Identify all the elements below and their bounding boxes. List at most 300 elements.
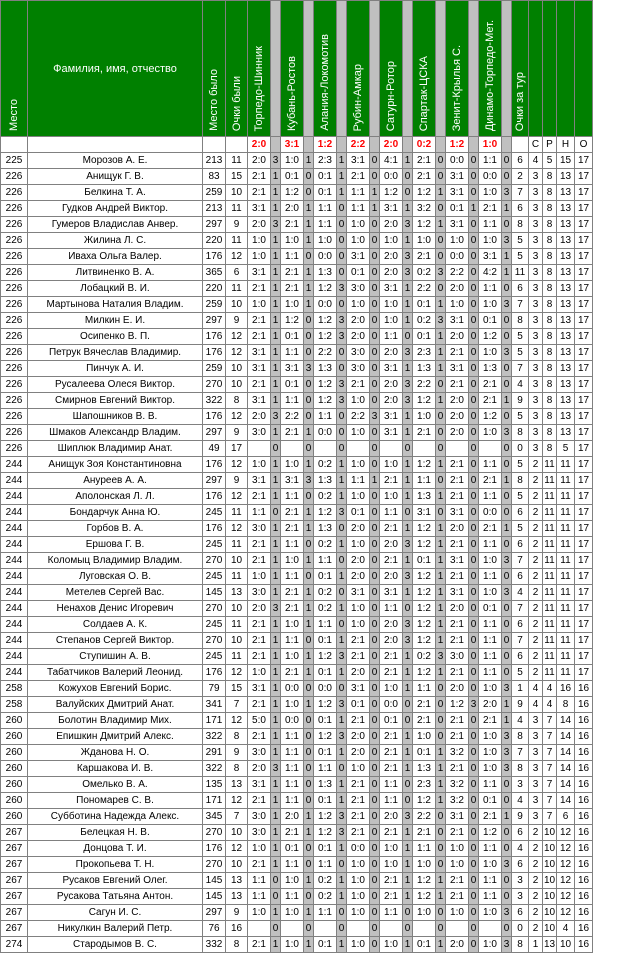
match-points-cell: 0 bbox=[469, 441, 479, 457]
tour-points-cell: 6 bbox=[512, 505, 529, 521]
match-result: 1:2 bbox=[446, 137, 469, 153]
match-points-cell: 1 bbox=[403, 873, 413, 889]
prediction-cell: 1:0 bbox=[248, 457, 271, 473]
stat-cell: 17 bbox=[575, 233, 593, 249]
match-points-cell: 1 bbox=[271, 617, 281, 633]
prev-place-cell: 145 bbox=[203, 585, 226, 601]
stat-cell: 16 bbox=[575, 793, 593, 809]
prediction-cell: 0:2 bbox=[314, 457, 337, 473]
prediction-cell: 2:0 bbox=[446, 409, 469, 425]
match-points-cell: 0 bbox=[337, 857, 347, 873]
prediction-cell: 3:0 bbox=[446, 649, 469, 665]
stat-cell: 13 bbox=[557, 265, 575, 281]
tour-points-cell: 2 bbox=[512, 169, 529, 185]
table-row bbox=[1, 329, 593, 345]
stat-cell: 11 bbox=[557, 505, 575, 521]
prediction-cell: 2:1 bbox=[446, 633, 469, 649]
stat-cell: 11 bbox=[557, 473, 575, 489]
stat-cell: 11 bbox=[557, 601, 575, 617]
match-points-cell: 1 bbox=[403, 489, 413, 505]
prediction-cell: 3:1 bbox=[380, 425, 403, 441]
prediction-cell: 2:0 bbox=[446, 937, 469, 953]
match-points-cell: 0 bbox=[469, 585, 479, 601]
stat-cell: 17 bbox=[575, 377, 593, 393]
stat-cell: 17 bbox=[575, 649, 593, 665]
prediction-cell: 2:1 bbox=[413, 713, 436, 729]
prediction-cell: 1:3 bbox=[413, 361, 436, 377]
prediction-cell: 2:1 bbox=[446, 617, 469, 633]
prediction-cell: 1:0 bbox=[347, 489, 370, 505]
match-points-cell: 1 bbox=[271, 169, 281, 185]
match-points-cell: 1 bbox=[436, 601, 446, 617]
stat-cell: 13 bbox=[557, 409, 575, 425]
prev-points-cell: 10 bbox=[226, 857, 248, 873]
match-points-cell: 1 bbox=[304, 265, 314, 281]
prediction-cell: 1:0 bbox=[248, 297, 271, 313]
prediction-cell: 1:2 bbox=[314, 825, 337, 841]
prev-place-cell: 245 bbox=[203, 537, 226, 553]
name-cell: Анищук Зоя Константиновна bbox=[28, 457, 203, 473]
table-row bbox=[1, 809, 593, 825]
place-cell: 244 bbox=[1, 489, 28, 505]
place-cell: 244 bbox=[1, 601, 28, 617]
table-row bbox=[1, 697, 593, 713]
tour-points-cell: 5 bbox=[512, 233, 529, 249]
table-row bbox=[1, 873, 593, 889]
match-points-cell: 0 bbox=[469, 841, 479, 857]
match-points-cell: 1 bbox=[304, 297, 314, 313]
prediction-cell: 1:0 bbox=[281, 233, 304, 249]
name-cell: Смирнов Евгений Виктор. bbox=[28, 393, 203, 409]
prediction-cell bbox=[281, 441, 304, 457]
prediction-cell: 2:1 bbox=[248, 377, 271, 393]
tour-points-cell: 3 bbox=[512, 889, 529, 905]
prediction-cell: 2:1 bbox=[413, 825, 436, 841]
stat-cell: 17 bbox=[575, 185, 593, 201]
prediction-cell: 1:0 bbox=[446, 841, 469, 857]
match-points-cell: 1 bbox=[304, 505, 314, 521]
match-points-cell: 3 bbox=[337, 649, 347, 665]
match-points-cell: 1 bbox=[502, 713, 512, 729]
prediction-cell: 1:1 bbox=[314, 905, 337, 921]
stat-cell: 17 bbox=[575, 345, 593, 361]
match-points-cell: 0 bbox=[469, 553, 479, 569]
stat-cell: 17 bbox=[575, 329, 593, 345]
name-cell: Жилина Л. С. bbox=[28, 233, 203, 249]
stat-cell: 3 bbox=[529, 169, 543, 185]
col-total: О bbox=[575, 137, 593, 153]
stat-cell: 10 bbox=[557, 937, 575, 953]
match-points-cell: 0 bbox=[469, 729, 479, 745]
match-points-cell: 1 bbox=[271, 313, 281, 329]
stat-cell: 11 bbox=[557, 489, 575, 505]
tour-points-cell: 11 bbox=[512, 265, 529, 281]
prediction-cell: 2:1 bbox=[281, 281, 304, 297]
match-points-cell: 3 bbox=[502, 857, 512, 873]
stat-cell: 14 bbox=[557, 713, 575, 729]
prediction-cell: 1:1 bbox=[314, 217, 337, 233]
name-cell: Аполонская Л. Л. bbox=[28, 489, 203, 505]
match-points-cell: 1 bbox=[337, 153, 347, 169]
match-points-cell: 1 bbox=[436, 553, 446, 569]
match-points-cell: 0 bbox=[436, 249, 446, 265]
col-wins: С bbox=[529, 137, 543, 153]
table-row bbox=[1, 505, 593, 521]
tour-points-cell: 6 bbox=[512, 617, 529, 633]
table-row bbox=[1, 425, 593, 441]
prediction-cell: 0:2 bbox=[314, 873, 337, 889]
prediction-cell: 1:0 bbox=[413, 233, 436, 249]
prediction-cell: 1:2 bbox=[413, 889, 436, 905]
match-points-cell: 0 bbox=[370, 745, 380, 761]
match-points-cell: 0 bbox=[370, 217, 380, 233]
prediction-cell: 0:2 bbox=[314, 537, 337, 553]
match-points-cell: 3 bbox=[337, 281, 347, 297]
prediction-cell: 1:1 bbox=[314, 201, 337, 217]
prediction-cell: 1:0 bbox=[380, 457, 403, 473]
match-points-cell: 1 bbox=[436, 297, 446, 313]
match-points-cell: 0 bbox=[304, 745, 314, 761]
match-points-cell: 1 bbox=[403, 521, 413, 537]
stat-cell: 7 bbox=[543, 729, 557, 745]
stat-cell: 11 bbox=[543, 585, 557, 601]
prev-points-cell: 11 bbox=[226, 569, 248, 585]
table-row bbox=[1, 601, 593, 617]
match-points-cell: 1 bbox=[337, 633, 347, 649]
prev-points-cell: 12 bbox=[226, 793, 248, 809]
match-points-cell: 1 bbox=[436, 361, 446, 377]
stat-cell: 8 bbox=[543, 281, 557, 297]
match-points-cell: 1 bbox=[304, 649, 314, 665]
match-points-cell: 1 bbox=[403, 281, 413, 297]
match-points-cell: 1 bbox=[436, 185, 446, 201]
match-points-cell: 1 bbox=[403, 313, 413, 329]
prediction-cell: 1:0 bbox=[380, 313, 403, 329]
match-points-cell: 0 bbox=[502, 617, 512, 633]
prev-points-cell: 13 bbox=[226, 777, 248, 793]
match-points-cell: 3 bbox=[403, 537, 413, 553]
match-points-cell: 3 bbox=[337, 825, 347, 841]
stat-cell: 7 bbox=[543, 809, 557, 825]
match-points-cell: 1 bbox=[271, 457, 281, 473]
place-cell: 226 bbox=[1, 217, 28, 233]
stat-cell: 13 bbox=[557, 169, 575, 185]
prediction-cell: 2:1 bbox=[347, 793, 370, 809]
match-points-cell: 0 bbox=[502, 537, 512, 553]
prediction-cell: 1:1 bbox=[281, 489, 304, 505]
match-points-cell: 0 bbox=[469, 361, 479, 377]
prediction-cell: 3:1 bbox=[347, 153, 370, 169]
match-points-cell: 1 bbox=[403, 857, 413, 873]
prediction-cell: 1:0 bbox=[347, 217, 370, 233]
stat-cell: 8 bbox=[543, 377, 557, 393]
match-points-cell: 1 bbox=[337, 473, 347, 489]
match-points-cell: 1 bbox=[337, 777, 347, 793]
match-points-cell: 1 bbox=[271, 249, 281, 265]
match-points-cell: 0 bbox=[370, 265, 380, 281]
prev-points-cell: 10 bbox=[226, 297, 248, 313]
match-points-cell: 0 bbox=[469, 809, 479, 825]
stat-cell: 11 bbox=[543, 569, 557, 585]
prev-place-cell: 259 bbox=[203, 297, 226, 313]
prev-points-cell: 11 bbox=[226, 201, 248, 217]
match-points-cell: 0 bbox=[370, 281, 380, 297]
prev-place-cell: 176 bbox=[203, 665, 226, 681]
match-points-cell: 0 bbox=[469, 297, 479, 313]
place-cell: 226 bbox=[1, 377, 28, 393]
col-match: Алания-Локомотив bbox=[314, 1, 337, 137]
match-points-cell: 0 bbox=[436, 377, 446, 393]
stat-cell: 17 bbox=[575, 585, 593, 601]
stat-cell: 13 bbox=[557, 361, 575, 377]
match-points-cell: 0 bbox=[370, 889, 380, 905]
match-points-cell: 3 bbox=[403, 617, 413, 633]
prediction-cell: 1:2 bbox=[413, 793, 436, 809]
prev-place-cell: 270 bbox=[203, 633, 226, 649]
prediction-cell: 1:0 bbox=[380, 857, 403, 873]
match-points-cell: 1 bbox=[403, 665, 413, 681]
prev-place-cell: 322 bbox=[203, 729, 226, 745]
stat-cell: 16 bbox=[575, 857, 593, 873]
prediction-cell: 0:1 bbox=[314, 745, 337, 761]
match-points-cell: 0 bbox=[436, 505, 446, 521]
prediction-cell: 1:1 bbox=[281, 729, 304, 745]
prediction-cell: 1:0 bbox=[347, 937, 370, 953]
stat-cell: 13 bbox=[557, 329, 575, 345]
prediction-cell: 0:2 bbox=[314, 889, 337, 905]
match-points-cell: 1 bbox=[436, 569, 446, 585]
prediction-cell: 0:0 bbox=[446, 153, 469, 169]
prediction-cell: 1:0 bbox=[380, 489, 403, 505]
tour-points-cell: 9 bbox=[512, 697, 529, 713]
prediction-cell: 2:1 bbox=[248, 329, 271, 345]
name-cell: Русаков Евгений Олег. bbox=[28, 873, 203, 889]
prediction-cell: 1:0 bbox=[479, 297, 502, 313]
tour-points-cell: 6 bbox=[512, 537, 529, 553]
prediction-cell: 1:0 bbox=[479, 585, 502, 601]
match-points-cell: 1 bbox=[337, 185, 347, 201]
match-points-cell: 0 bbox=[469, 617, 479, 633]
prediction-cell: 1:0 bbox=[479, 729, 502, 745]
table-row bbox=[1, 825, 593, 841]
prediction-cell: 2:1 bbox=[380, 473, 403, 489]
match-points-cell: 1 bbox=[436, 777, 446, 793]
name-cell: Валуйских Дмитрий Анат. bbox=[28, 697, 203, 713]
match-points-cell: 0 bbox=[304, 761, 314, 777]
prediction-cell: 5:0 bbox=[248, 713, 271, 729]
stat-cell: 16 bbox=[575, 777, 593, 793]
match-points-cell: 0 bbox=[370, 489, 380, 505]
tour-points-cell: 8 bbox=[512, 217, 529, 233]
prediction-cell: 1:0 bbox=[347, 601, 370, 617]
prediction-cell: 2:0 bbox=[446, 393, 469, 409]
prediction-cell bbox=[380, 921, 403, 937]
place-cell: 226 bbox=[1, 265, 28, 281]
match-points-cell: 1 bbox=[370, 473, 380, 489]
match-points-cell: 1 bbox=[271, 793, 281, 809]
prediction-cell: 1:2 bbox=[413, 601, 436, 617]
match-points-cell: 1 bbox=[271, 569, 281, 585]
prediction-cell: 0:1 bbox=[314, 841, 337, 857]
stat-cell: 13 bbox=[543, 937, 557, 953]
match-points-cell: 0 bbox=[469, 473, 479, 489]
prediction-cell: 1:1 bbox=[281, 537, 304, 553]
match-points-cell: 0 bbox=[436, 857, 446, 873]
col-name: Фамилия, имя, отчество bbox=[28, 1, 203, 137]
table-row bbox=[1, 457, 593, 473]
prediction-cell: 2:1 bbox=[479, 473, 502, 489]
tour-points-cell: 7 bbox=[512, 297, 529, 313]
match-points-cell: 0 bbox=[469, 777, 479, 793]
stat-cell: 10 bbox=[543, 841, 557, 857]
col-losses: Н bbox=[557, 137, 575, 153]
match-points-cell: 0 bbox=[370, 505, 380, 521]
prev-points-cell: 12 bbox=[226, 457, 248, 473]
match-points-cell: 0 bbox=[304, 633, 314, 649]
place-cell: 225 bbox=[1, 153, 28, 169]
match-points-cell: 3 bbox=[403, 633, 413, 649]
match-points-cell: 0 bbox=[403, 441, 413, 457]
prev-points-cell: 8 bbox=[226, 393, 248, 409]
prediction-cell: 4:1 bbox=[380, 153, 403, 169]
prediction-cell: 1:2 bbox=[479, 409, 502, 425]
col-match: Торпедо-Шинник bbox=[248, 1, 271, 137]
stat-cell: 3 bbox=[529, 217, 543, 233]
place-cell: 260 bbox=[1, 809, 28, 825]
prediction-cell: 1:2 bbox=[413, 569, 436, 585]
stat-cell: 8 bbox=[543, 249, 557, 265]
match-points-cell: 1 bbox=[271, 713, 281, 729]
match-points-cell: 0 bbox=[337, 521, 347, 537]
match-points-cell: 0 bbox=[502, 841, 512, 857]
table-row bbox=[1, 313, 593, 329]
stat-cell: 3 bbox=[529, 345, 543, 361]
place-cell: 226 bbox=[1, 249, 28, 265]
match-points-cell: 1 bbox=[271, 697, 281, 713]
prev-points-cell: 8 bbox=[226, 937, 248, 953]
match-points-cell: 1 bbox=[271, 553, 281, 569]
prediction-cell: 1:0 bbox=[479, 905, 502, 921]
prediction-cell: 1:0 bbox=[248, 569, 271, 585]
prediction-cell: 3:1 bbox=[446, 505, 469, 521]
match-points-cell: 0 bbox=[469, 825, 479, 841]
match-points-cell: 1 bbox=[403, 889, 413, 905]
prediction-cell: 1:0 bbox=[479, 345, 502, 361]
prev-points-cell: 12 bbox=[226, 345, 248, 361]
prediction-cell: 3:0 bbox=[347, 281, 370, 297]
stat-cell: 13 bbox=[557, 345, 575, 361]
prediction-cell: 1:1 bbox=[479, 873, 502, 889]
match-points-cell: 0 bbox=[469, 249, 479, 265]
stat-cell: 3 bbox=[529, 729, 543, 745]
prediction-cell: 0:1 bbox=[314, 665, 337, 681]
place-cell: 226 bbox=[1, 345, 28, 361]
prediction-cell: 0:1 bbox=[314, 793, 337, 809]
stat-cell: 13 bbox=[557, 217, 575, 233]
match-points-cell: 1 bbox=[469, 201, 479, 217]
stat-cell: 8 bbox=[557, 697, 575, 713]
match-points-cell: 0 bbox=[370, 937, 380, 953]
prediction-cell: 1:1 bbox=[281, 793, 304, 809]
stat-cell: 11 bbox=[543, 553, 557, 569]
stat-cell: 7 bbox=[543, 713, 557, 729]
prediction-cell: 0:1 bbox=[479, 601, 502, 617]
prev-place-cell: 365 bbox=[203, 265, 226, 281]
prev-points-cell: 12 bbox=[226, 249, 248, 265]
match-points-cell: 0 bbox=[469, 761, 479, 777]
match-points-cell: 1 bbox=[271, 329, 281, 345]
prediction-cell bbox=[347, 441, 370, 457]
match-points-cell: 0 bbox=[502, 361, 512, 377]
prediction-cell: 1:1 bbox=[281, 777, 304, 793]
prediction-cell: 1:0 bbox=[413, 857, 436, 873]
match-points-cell: 0 bbox=[469, 633, 479, 649]
match-points-cell: 0 bbox=[337, 585, 347, 601]
stat-cell: 3 bbox=[529, 713, 543, 729]
prediction-cell: 0:2 bbox=[314, 601, 337, 617]
stat-cell: 13 bbox=[557, 281, 575, 297]
stat-cell: 12 bbox=[557, 857, 575, 873]
prediction-cell: 2:1 bbox=[446, 345, 469, 361]
prev-place-cell: 135 bbox=[203, 777, 226, 793]
match-points-cell: 3 bbox=[337, 697, 347, 713]
match-points-cell: 3 bbox=[271, 217, 281, 233]
match-points-cell: 0 bbox=[403, 921, 413, 937]
prediction-cell: 3:1 bbox=[446, 809, 469, 825]
stat-cell: 12 bbox=[557, 873, 575, 889]
match-result: 2:2 bbox=[347, 137, 370, 153]
match-points-cell: 0 bbox=[370, 681, 380, 697]
place-cell: 244 bbox=[1, 649, 28, 665]
prediction-cell: 3:1 bbox=[248, 473, 271, 489]
table-row bbox=[1, 249, 593, 265]
tour-points-cell: 8 bbox=[512, 473, 529, 489]
match-points-cell: 0 bbox=[469, 873, 479, 889]
stat-cell: 11 bbox=[543, 505, 557, 521]
prediction-cell: 0:1 bbox=[413, 745, 436, 761]
match-points-cell: 0 bbox=[370, 793, 380, 809]
match-points-cell: 1 bbox=[502, 393, 512, 409]
prediction-cell: 2:1 bbox=[281, 217, 304, 233]
prediction-cell: 2:1 bbox=[347, 825, 370, 841]
prediction-cell: 1:2 bbox=[413, 217, 436, 233]
prediction-cell: 2:0 bbox=[248, 217, 271, 233]
prev-place-cell: 171 bbox=[203, 713, 226, 729]
name-cell: Коломыц Владимир Владим. bbox=[28, 553, 203, 569]
prev-place-cell: 270 bbox=[203, 601, 226, 617]
match-points-cell: 0 bbox=[337, 681, 347, 697]
prediction-cell: 0:2 bbox=[413, 313, 436, 329]
match-result: 0:2 bbox=[413, 137, 436, 153]
prev-place-cell: 259 bbox=[203, 185, 226, 201]
prediction-cell: 2:1 bbox=[479, 713, 502, 729]
match-points-cell: 0 bbox=[469, 377, 479, 393]
match-points-cell: 0 bbox=[502, 873, 512, 889]
prediction-cell: 3:1 bbox=[380, 585, 403, 601]
prediction-cell: 0:0 bbox=[314, 425, 337, 441]
prediction-cell bbox=[479, 441, 502, 457]
prediction-cell: 1:0 bbox=[281, 905, 304, 921]
match-points-cell: 3 bbox=[502, 681, 512, 697]
col-match: Зенит-Крылья С. bbox=[446, 1, 469, 137]
prediction-cell: 1:3 bbox=[314, 265, 337, 281]
tour-points-cell: 5 bbox=[512, 521, 529, 537]
prediction-cell: 1:1 bbox=[314, 857, 337, 873]
stat-cell: 16 bbox=[575, 905, 593, 921]
stat-cell: 17 bbox=[575, 537, 593, 553]
prediction-cell bbox=[314, 921, 337, 937]
match-points-cell: 3 bbox=[337, 329, 347, 345]
